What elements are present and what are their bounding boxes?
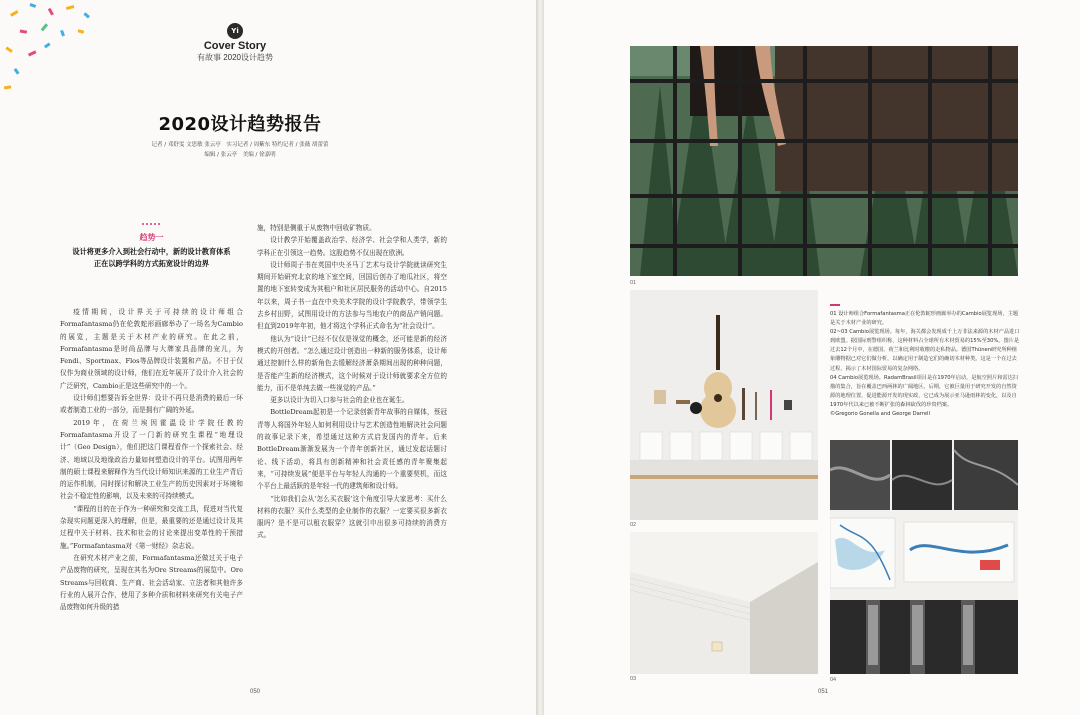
article-title: 2020设计趋势报告 <box>158 114 322 135</box>
body-column-right <box>257 222 447 542</box>
trend-label: 趋势一 <box>139 233 164 242</box>
body-column-left <box>60 306 243 613</box>
photo-paper-stack <box>630 532 818 674</box>
confetti-decoration <box>0 0 110 100</box>
caption-accent-bar <box>830 304 840 306</box>
section-subtitle: 有故事 2020设计趋势 <box>196 53 274 62</box>
caption-text: 01 设计师组合Formafantasma正在伦敦蛇形画廊举办的Cambio展览现场，主题是关于木材产业的研究。 <box>830 311 1019 327</box>
photo-captions <box>830 310 1020 419</box>
article-credits <box>120 140 360 160</box>
body-paragraph: 更多以设计为切入口参与社会的企业也在诞生。 <box>270 396 409 405</box>
caption-text: 04 Cambio展览现场。RadamBrasil项目是在1970年启动，是航空照片和雷达扫描的集合，旨在覆盖巴西两林的广阔地区。后期，它被巨量用于研究开发的自然资源的地理位置，促进能源开发的现实政，它已成为展示亚马逊雨林的变化，以及自1970年代以来已被不断扩张的森林砍伐的珍贵档案。 <box>830 374 1018 408</box>
photo-forest-installation <box>630 46 1018 276</box>
body-paragraph: BottleDream起初是一个记录创新青年故事的自媒体，蔡冠青等人将国外年轻人如何利用设计与艺术创造性地解决社会问题的故事记录下来，希望通过这种方式启发国内的青年。后来BottleDream渐渐发展为一个青年创新社区，通过发起话题讨论、线下活动，将具有创新精神和社会责任感的青年聚集起来，“可持续发展”便是平台与年轻人沟通的一个重要契机，而这个平台上最活跃的是年轻一代的建筑师和设计师。 <box>257 408 447 491</box>
body-paragraph: “课程的目的在于作为一种研究和交流工具，促进对当代复杂现实问题更深入的理解，但是，最重要的还是通过设计及其过程中关于材料、技术和社会的讨论来提出变革性的干预措施。”Formafantasma对《第一财经》杂志说。 <box>60 504 243 550</box>
figure-number: 02 <box>630 522 637 528</box>
caption-text: 02~03 Cambio展览现场。每年，海关都会发现成千上万非法来源的木材产品进口到欧盟。据国际刑警组织称，这种材料占全球所有木材贸易的15%至30%。图片是过去12个月中，在德国、荷兰和比利时收缴的走私物品。德国Thünen研究所种植象雕物据已对它们做分析，以确定用于制造它们的确切木材种类。这是一个在过去过程，揭示了木材国际贸易的复杂网络。 <box>830 329 1020 372</box>
trend-headline-line: 正在以跨学科的方式拓宽设计的边界 <box>93 259 209 268</box>
trend-headline-line: 设计将更多介入到社会行动中，新的设计教育体系 <box>72 247 231 256</box>
body-paragraph: 疫情期间，设计界关于可持续的设计师组合Formafantasma仍在伦敦蛇形画廊举办了一场名为Cambio的展览，主题是关于木材产业的研究。在此之前，Formafantasma是时尚品牌与大牌家具品牌的宠儿，为Fendi、Sportmax、Flos等品牌设计装置和产品。不甘于仅仅作为商业领域的设计师，他们在近年展开了设计介入社会的广泛研究，Cambio正是这些研究中的一个。 <box>60 308 243 390</box>
body-paragraph: 在研究木材产业之前，Formafantasma还做过关于电子产品废物的研究，呈现在其名为Ore Streams的展览中。Ore Streams与回收商、生产商、社会活动家、立法者和其他许多行业的人展开合作，使用了多种介质和材料来研究有关电子产品废物如何升级的措 <box>60 553 243 612</box>
photo-guitar-exhibit <box>630 290 818 520</box>
page-number-right: 051 <box>818 689 829 695</box>
body-paragraph: 设计教学开始覆盖政治学、经济学、社会学和人类学，新的学科正在引领这一趋势。这股趋势不仅出现在欧洲。 <box>257 236 447 257</box>
figure-number: 01 <box>630 280 637 286</box>
magazine-badge: Yi <box>227 23 243 39</box>
photo-credit: ©Gregorio Gonella and George Darrell <box>830 411 930 418</box>
body-paragraph: 2019年，在荷兰埃因霍温设计学院任教的Formafantasma开设了一门新的研究生课程“地理设计”（Geo Design），他们把这门课程看作一个探索社会、经济、地域以及地缘政治力量如何塑造设计的平台。试图用两年制的硕士课程来解释作为当代设计师知识来源的工业生产背后的运作机制，同时探讨和解决工业生产的历史因素对于环境和社会不稳定性的影响，以及未来的可持续模式。 <box>60 418 243 501</box>
body-paragraph: 设计师周子书在英国中央圣马丁艺术与设计学院就读研究生期间开始研究北京的地下室空间，回国后创办了地瓜社区，将空置的地下室转变成为其租户和社区居民服务的活动中心。自2015年以来，周子书一直在中央美术学院的设计学院教学，带领学生去乡村田野，试图用设计的方法参与当地农户的商品产销问题。但直到2019年年初，他才将这个学科正式命名为“社会设计”。 <box>257 260 447 331</box>
credits-line: 编辑 / 张云亭 美编 / 徐嘉明 <box>204 152 276 158</box>
page-spine <box>536 0 544 715</box>
trend-headline <box>60 246 243 270</box>
body-paragraph: 他认为“设计”已经不仅仅是视觉的概念，还可能是新的经济模式的开创者。“怎么通过设计创造出一种新的服务体系，设计师通过控制什么样的新角色去缓解经济萧条期间出现的种种问题，是否能产生新的经济模式，这个时候对于设计师就要求全方位的能力，而不是单纯去做一些视觉的产品。” <box>257 334 447 392</box>
section-header <box>180 18 290 63</box>
credits-line: 记者 / 邓舒雯 文思敏 张云亭 实习记者 / 周紫东 特约记者 / 张薇 胡蕾蕾 <box>151 142 329 148</box>
figure-number: 03 <box>630 676 637 682</box>
trend-dots-decoration <box>142 223 162 226</box>
body-paragraph: 施，特别是侧重于从废物中回收矿物质。 <box>257 224 376 232</box>
section-title: Cover Story <box>203 40 267 52</box>
photo-radar-archive <box>830 440 1018 674</box>
body-paragraph: 设计师们想要告诉全世界：设计不再只是消费的最后一环或者制造工业的一部分，而是拥有广阔的外延。 <box>60 394 243 415</box>
figure-number: 04 <box>830 677 837 683</box>
body-paragraph: “比如我们会从‘怎么买衣服’这个角度引导大家思考：买什么材料的衣服？买什么类型的企业制作的衣服？一定要买很多新衣服吗？是不是可以租衣服穿？这就引申出很多可持续的消费方式。 <box>257 494 447 540</box>
page-number-left: 050 <box>250 689 261 695</box>
